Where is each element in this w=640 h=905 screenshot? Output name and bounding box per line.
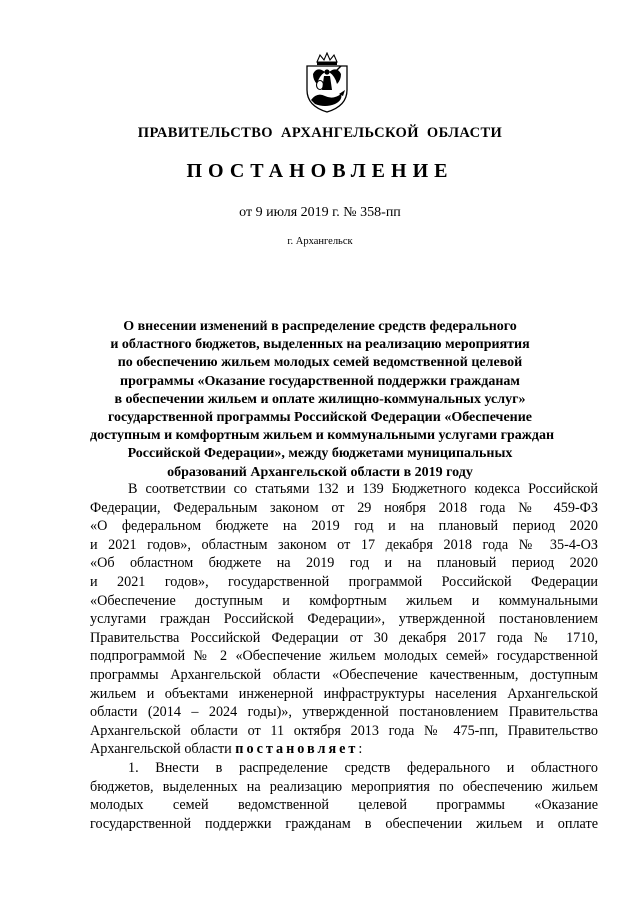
- arkhangelsk-coat-of-arms-icon: [301, 52, 353, 114]
- text-line: «Об областном бюджете на 2019 год и на плановый период 2020: [90, 555, 598, 572]
- text-fragment: :: [358, 741, 363, 758]
- title-line: по обеспечению жильем молодых семей ведомственной целевой: [117, 355, 523, 371]
- title-line: государственной программы Российской Федерации «Обеспечение: [107, 410, 533, 426]
- title-line: и областного бюджетов, выделенных на реализацию мероприятия: [110, 337, 530, 353]
- document-type: ПОСТАНОВЛЕНИЕ: [186, 160, 454, 182]
- text-line: и 2021 годов», областным законом от 17 декабря 2018 года № 35-4-ОЗ: [90, 536, 598, 553]
- title-line: доступным и комфортным жильем и коммунальными услугами граждан: [90, 428, 555, 444]
- text-line: «О федеральном бюджете на 2019 год и на плановый период 2020: [90, 518, 598, 535]
- text-fragment: Архангельской области: [90, 741, 236, 758]
- document-title: [90, 318, 555, 482]
- text-line: Федерации, Федеральным законом от 29 ноября 2018 года № 459-ФЗ: [90, 499, 598, 516]
- text-line: программы Архангельской области «Обеспечение качественным, доступным: [90, 666, 598, 683]
- document-body: [90, 480, 598, 833]
- title-line: программы «Оказание государственной поддержки гражданам: [120, 373, 520, 389]
- decree-word: постановляет: [235, 741, 359, 758]
- title-line: в обеспечении жильем и оплате жилищно-коммунальных услуг»: [114, 391, 526, 407]
- preamble-paragraph: [90, 480, 598, 759]
- text-line: жильем и объектами инженерной инфраструктуры населения Архангельской: [90, 685, 598, 702]
- clause-1-paragraph: [90, 759, 598, 833]
- text-line: 1. Внести в распределение средств федерального и областного: [128, 759, 598, 776]
- text-line: области (2014 – 2024 годы)», утвержденной постановлением Правительства: [90, 704, 598, 721]
- organization-name: ПРАВИТЕЛЬСТВО АРХАНГЕЛЬСКОЙ ОБЛАСТИ: [137, 125, 503, 141]
- title-line: О внесении изменений в распределение средств федерального: [123, 319, 517, 334]
- text-line: подпрограммой № 2 «Обеспечение жильем молодых семей» государственной: [90, 648, 598, 665]
- text-line: В соответствии со статьями 132 и 139 Бюджетного кодекса Российской: [128, 481, 598, 497]
- text-line: услугами граждан Российской Федерации», утвержденной постановлением: [90, 611, 598, 628]
- title-line: образований Архангельской области в 2019 году: [167, 464, 473, 480]
- document-date-number: от 9 июля 2019 г. № 358-пп: [239, 205, 401, 220]
- text-line: «Обеспечение доступным и комфортным жильем и коммунальными: [90, 592, 598, 609]
- text-line: Архангельской области от 11 октября 2013 года № 475-пп, Правительство: [90, 722, 598, 739]
- text-line: бюджетов, выделенных на реализацию мероприятия по обеспечению жильем: [90, 778, 598, 795]
- title-line: Российской Федерации», между бюджетами муниципальных: [127, 446, 513, 462]
- text-line: государственной поддержки гражданам в обеспечении жильем и оплате: [90, 815, 598, 832]
- document-city: г. Архангельск: [287, 236, 353, 247]
- text-line: [90, 740, 598, 759]
- text-line: и 2021 годов», государственной программой Российской Федерации: [90, 573, 598, 590]
- text-line: Правительства Российской Федерации от 30 декабря 2017 года № 1710,: [90, 629, 598, 646]
- text-line: молодых семей ведомственной целевой программы «Оказание: [90, 797, 598, 814]
